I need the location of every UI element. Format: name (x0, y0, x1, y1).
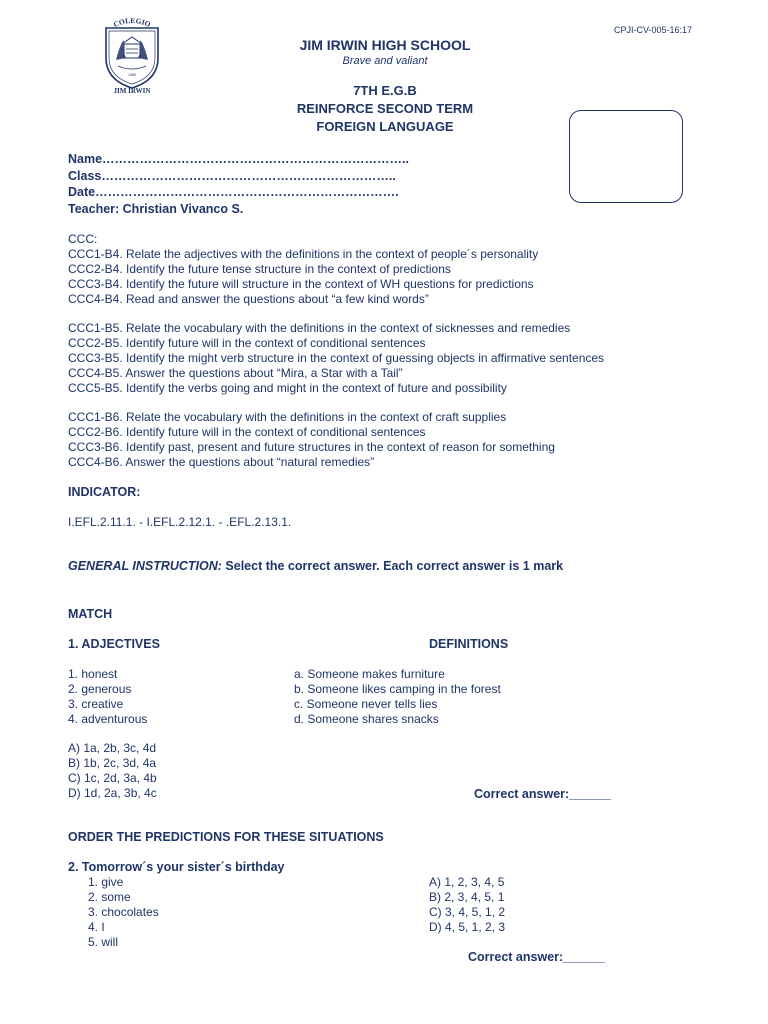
ccc-item: CCC4-B5. Answer the questions about “Mira, a Star with a Tail” (68, 365, 403, 380)
date-field[interactable]: Date………………………………………………………………. (68, 185, 399, 199)
answer-option[interactable]: C) 1c, 2d, 3a, 4b (68, 770, 157, 785)
indicator-title: INDICATOR: (68, 485, 141, 499)
list-item: 2. some (88, 889, 131, 904)
list-item: 1. honest (68, 667, 118, 681)
answer-option[interactable]: D) 4, 5, 1, 2, 3 (429, 919, 506, 934)
list-item: 4. adventurous (68, 711, 148, 726)
document-code: CPJI-CV-005-16:17 (614, 25, 693, 35)
ccc-item: CCC2-B5. Identify future will in the context of conditional sentences (68, 335, 426, 350)
question-1-title: 1. ADJECTIVES (68, 637, 160, 651)
teacher-label: Teacher: Christian Vivanco S. (68, 201, 244, 216)
ccc-item: CCC4-B4. Read and answer the questions about “a few kind words” (68, 291, 429, 306)
ccc-item: CCC1-B5. Relate the vocabulary with the definitions in the context of sicknesses and remedies (68, 321, 571, 335)
question-2-title: 2. Tomorrow´s your sister´s birthday (68, 860, 285, 874)
words-list (88, 875, 159, 950)
question-2-options (429, 875, 505, 935)
list-item: 4. I (88, 919, 105, 934)
list-item: 3. chocolates (88, 904, 159, 919)
question-1-answer-field[interactable]: Correct answer:______ (474, 787, 611, 801)
adjectives-list (68, 667, 147, 727)
ccc-group-2 (68, 321, 604, 396)
general-instruction (68, 559, 563, 573)
list-item: 3. creative (68, 696, 124, 711)
ccc-item: CCC1-B6. Relate the vocabulary with the definitions in the context of craft supplies (68, 410, 507, 424)
answer-option[interactable]: A) 1a, 2b, 3c, 4d (68, 741, 157, 755)
school-name: JIM IRWIN HIGH SCHOOL (299, 37, 471, 53)
definitions-list (294, 667, 501, 727)
question-2-answer-field[interactable]: Correct answer:______ (468, 950, 605, 964)
grade-level: 7TH E.G.B (353, 83, 417, 98)
ccc-item: CCC3-B6. Identify past, present and future structures in the context of reason for something (68, 439, 555, 454)
instruction-text: Select the correct answer. Each correct answer is 1 mark (221, 559, 564, 573)
match-title: MATCH (68, 607, 113, 621)
logo-year: 1989 (128, 73, 136, 77)
school-crest-logo (100, 14, 164, 96)
subject-title: FOREIGN LANGUAGE (316, 119, 454, 134)
question-1-options (68, 741, 157, 801)
instruction-label: GENERAL INSTRUCTION: (68, 559, 222, 573)
answer-option[interactable]: D) 1d, 2a, 3b, 4c (68, 785, 157, 800)
list-item: 2. generous (68, 681, 132, 696)
logo-bottom-text: JIM IRWIN (113, 87, 151, 95)
ccc-item: CCC2-B6. Identify future will in the context of conditional sentences (68, 424, 426, 439)
grade-box (569, 110, 683, 203)
answer-option[interactable]: A) 1, 2, 3, 4, 5 (429, 875, 505, 889)
ccc-item: CCC1-B4. Relate the adjectives with the definitions in the context of people´s personality (68, 246, 539, 261)
list-item: c. Someone never tells lies (294, 696, 438, 711)
ccc-group-1 (68, 232, 538, 307)
list-item: 5. will (88, 934, 119, 949)
answer-option[interactable]: B) 1b, 2c, 3d, 4a (68, 755, 157, 770)
list-item: d. Someone shares snacks (294, 711, 439, 726)
class-field[interactable]: Class…………………………………………………………….. (68, 168, 396, 183)
list-item: b. Someone likes camping in the forest (294, 681, 501, 696)
ccc-item: CCC5-B5. Identify the verbs going and might in the context of future and possibility (68, 380, 507, 395)
student-info (68, 151, 409, 217)
ccc-item: CCC2-B4. Identify the future tense structure in the context of predictions (68, 261, 451, 276)
ccc-item: CCC4-B6. Answer the questions about “natural remedies” (68, 454, 375, 469)
logo-top-text: COLEGIO (112, 15, 152, 30)
term-title: REINFORCE SECOND TERM (296, 101, 474, 116)
list-item: 1. give (88, 875, 124, 889)
exam-heading (228, 82, 542, 136)
ccc-item: CCC3-B5. Identify the might verb structure in the context of guessing objects in affirmative sentences (68, 350, 605, 365)
answer-option[interactable]: B) 2, 3, 4, 5, 1 (429, 889, 505, 904)
ccc-title: CCC: (68, 232, 98, 246)
answer-option[interactable]: C) 3, 4, 5, 1, 2 (429, 904, 506, 919)
svg-text:COLEGIO (112, 16, 152, 29)
list-item: a. Someone makes furniture (294, 667, 445, 681)
order-title: ORDER THE PREDICTIONS FOR THESE SITUATIONS (68, 830, 384, 844)
name-field[interactable]: Name……………………………………………………………….. (68, 152, 409, 166)
ccc-group-3 (68, 410, 555, 470)
definitions-title: DEFINITIONS (429, 637, 509, 651)
school-motto: Brave and valiant (342, 55, 428, 67)
indicator-value: I.EFL.2.11.1. - I.EFL.2.12.1. - .EFL.2.13.1. (68, 515, 292, 529)
ccc-item: CCC3-B4. Identify the future will structure in the context of WH questions for predictions (68, 276, 534, 291)
